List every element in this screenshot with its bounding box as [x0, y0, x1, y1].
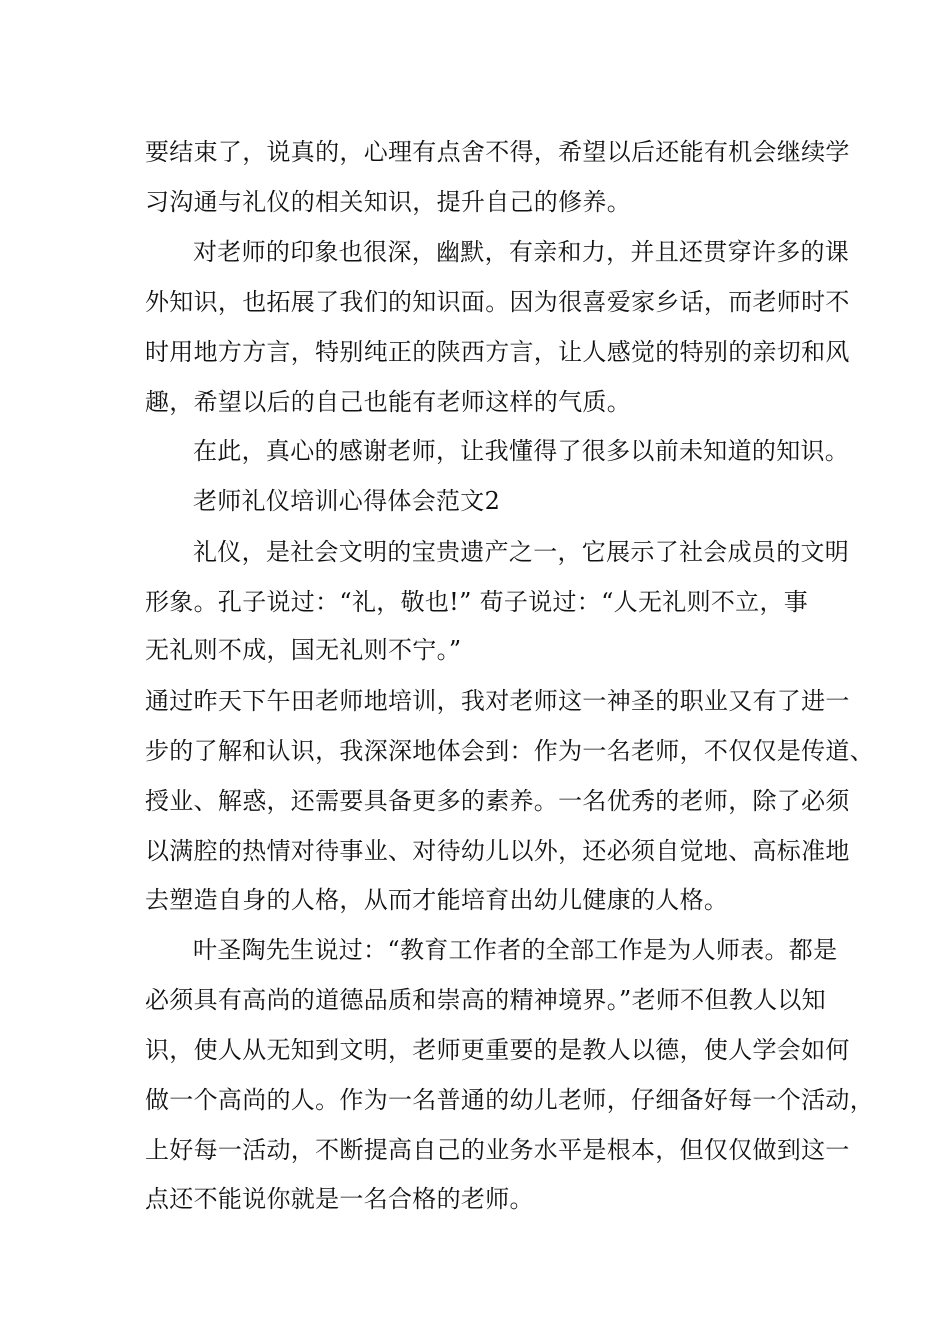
text-line: 步的了解和认识，我深深地体会到：作为一名老师，不仅仅是传道、: [145, 737, 874, 765]
text-line: 必须具有高尚的道德品质和崇高的精神境界。”老师不但教人以知: [145, 986, 826, 1014]
text-line: 以满腔的热情对待事业、对待幼儿以外，还必须自觉地、高标准地: [145, 837, 850, 865]
text-line: 习沟通与礼仪的相关知识，提升自己的修养。: [145, 188, 631, 216]
text-line: 形象。孔子说过：“礼，敬也!” 荀子说过：“人无礼则不立，事: [145, 588, 809, 616]
text-line: 时用地方方言，特别纯正的陕西方言，让人感觉的特别的亲切和风: [145, 338, 850, 366]
section-heading: 老师礼仪培训心得体会范文2: [193, 487, 501, 515]
text-line: 做一个高尚的人。作为一名普通的幼儿老师，仔细备好每一个活动，: [145, 1086, 874, 1114]
text-line: 趣，希望以后的自己也能有老师这样的气质。: [145, 388, 631, 416]
paragraph-start-line: 在此，真心的感谢老师，让我懂得了很多以前未知道的知识。: [193, 437, 850, 465]
paragraph-start-line: 通过昨天下午田老师地培训，我对老师这一神圣的职业又有了进一: [145, 687, 850, 715]
text-line: 外知识，也拓展了我们的知识面。因为很喜爱家乡话，而老师时不: [145, 288, 850, 316]
text-line: 点还不能说你就是一名合格的老师。: [145, 1185, 534, 1213]
text-line: 要结束了，说真的，心理有点舍不得，希望以后还能有机会继续学: [145, 138, 850, 166]
text-line: 去塑造自身的人格，从而才能培育出幼儿健康的人格。: [145, 886, 729, 914]
paragraph-start-line: 对老师的印象也很深，幽默，有亲和力，并且还贯穿许多的课: [193, 238, 850, 266]
text-line: 上好每一活动，不断提高自己的业务水平是根本，但仅仅做到这一: [145, 1136, 850, 1164]
text-line: 识，使人从无知到文明，老师更重要的是教人以德，使人学会如何: [145, 1036, 850, 1064]
text-line: 授业、解惑，还需要具备更多的素养。一名优秀的老师，除了必须: [145, 787, 850, 815]
paragraph-start-line: 礼仪，是社会文明的宝贵遗产之一，它展示了社会成员的文明: [193, 538, 850, 566]
paragraph-start-line: 叶圣陶先生说过：“教育工作者的全部工作是为人师表。都是: [193, 936, 838, 964]
text-line: 无礼则不成，国无礼则不宁。”: [145, 636, 462, 664]
